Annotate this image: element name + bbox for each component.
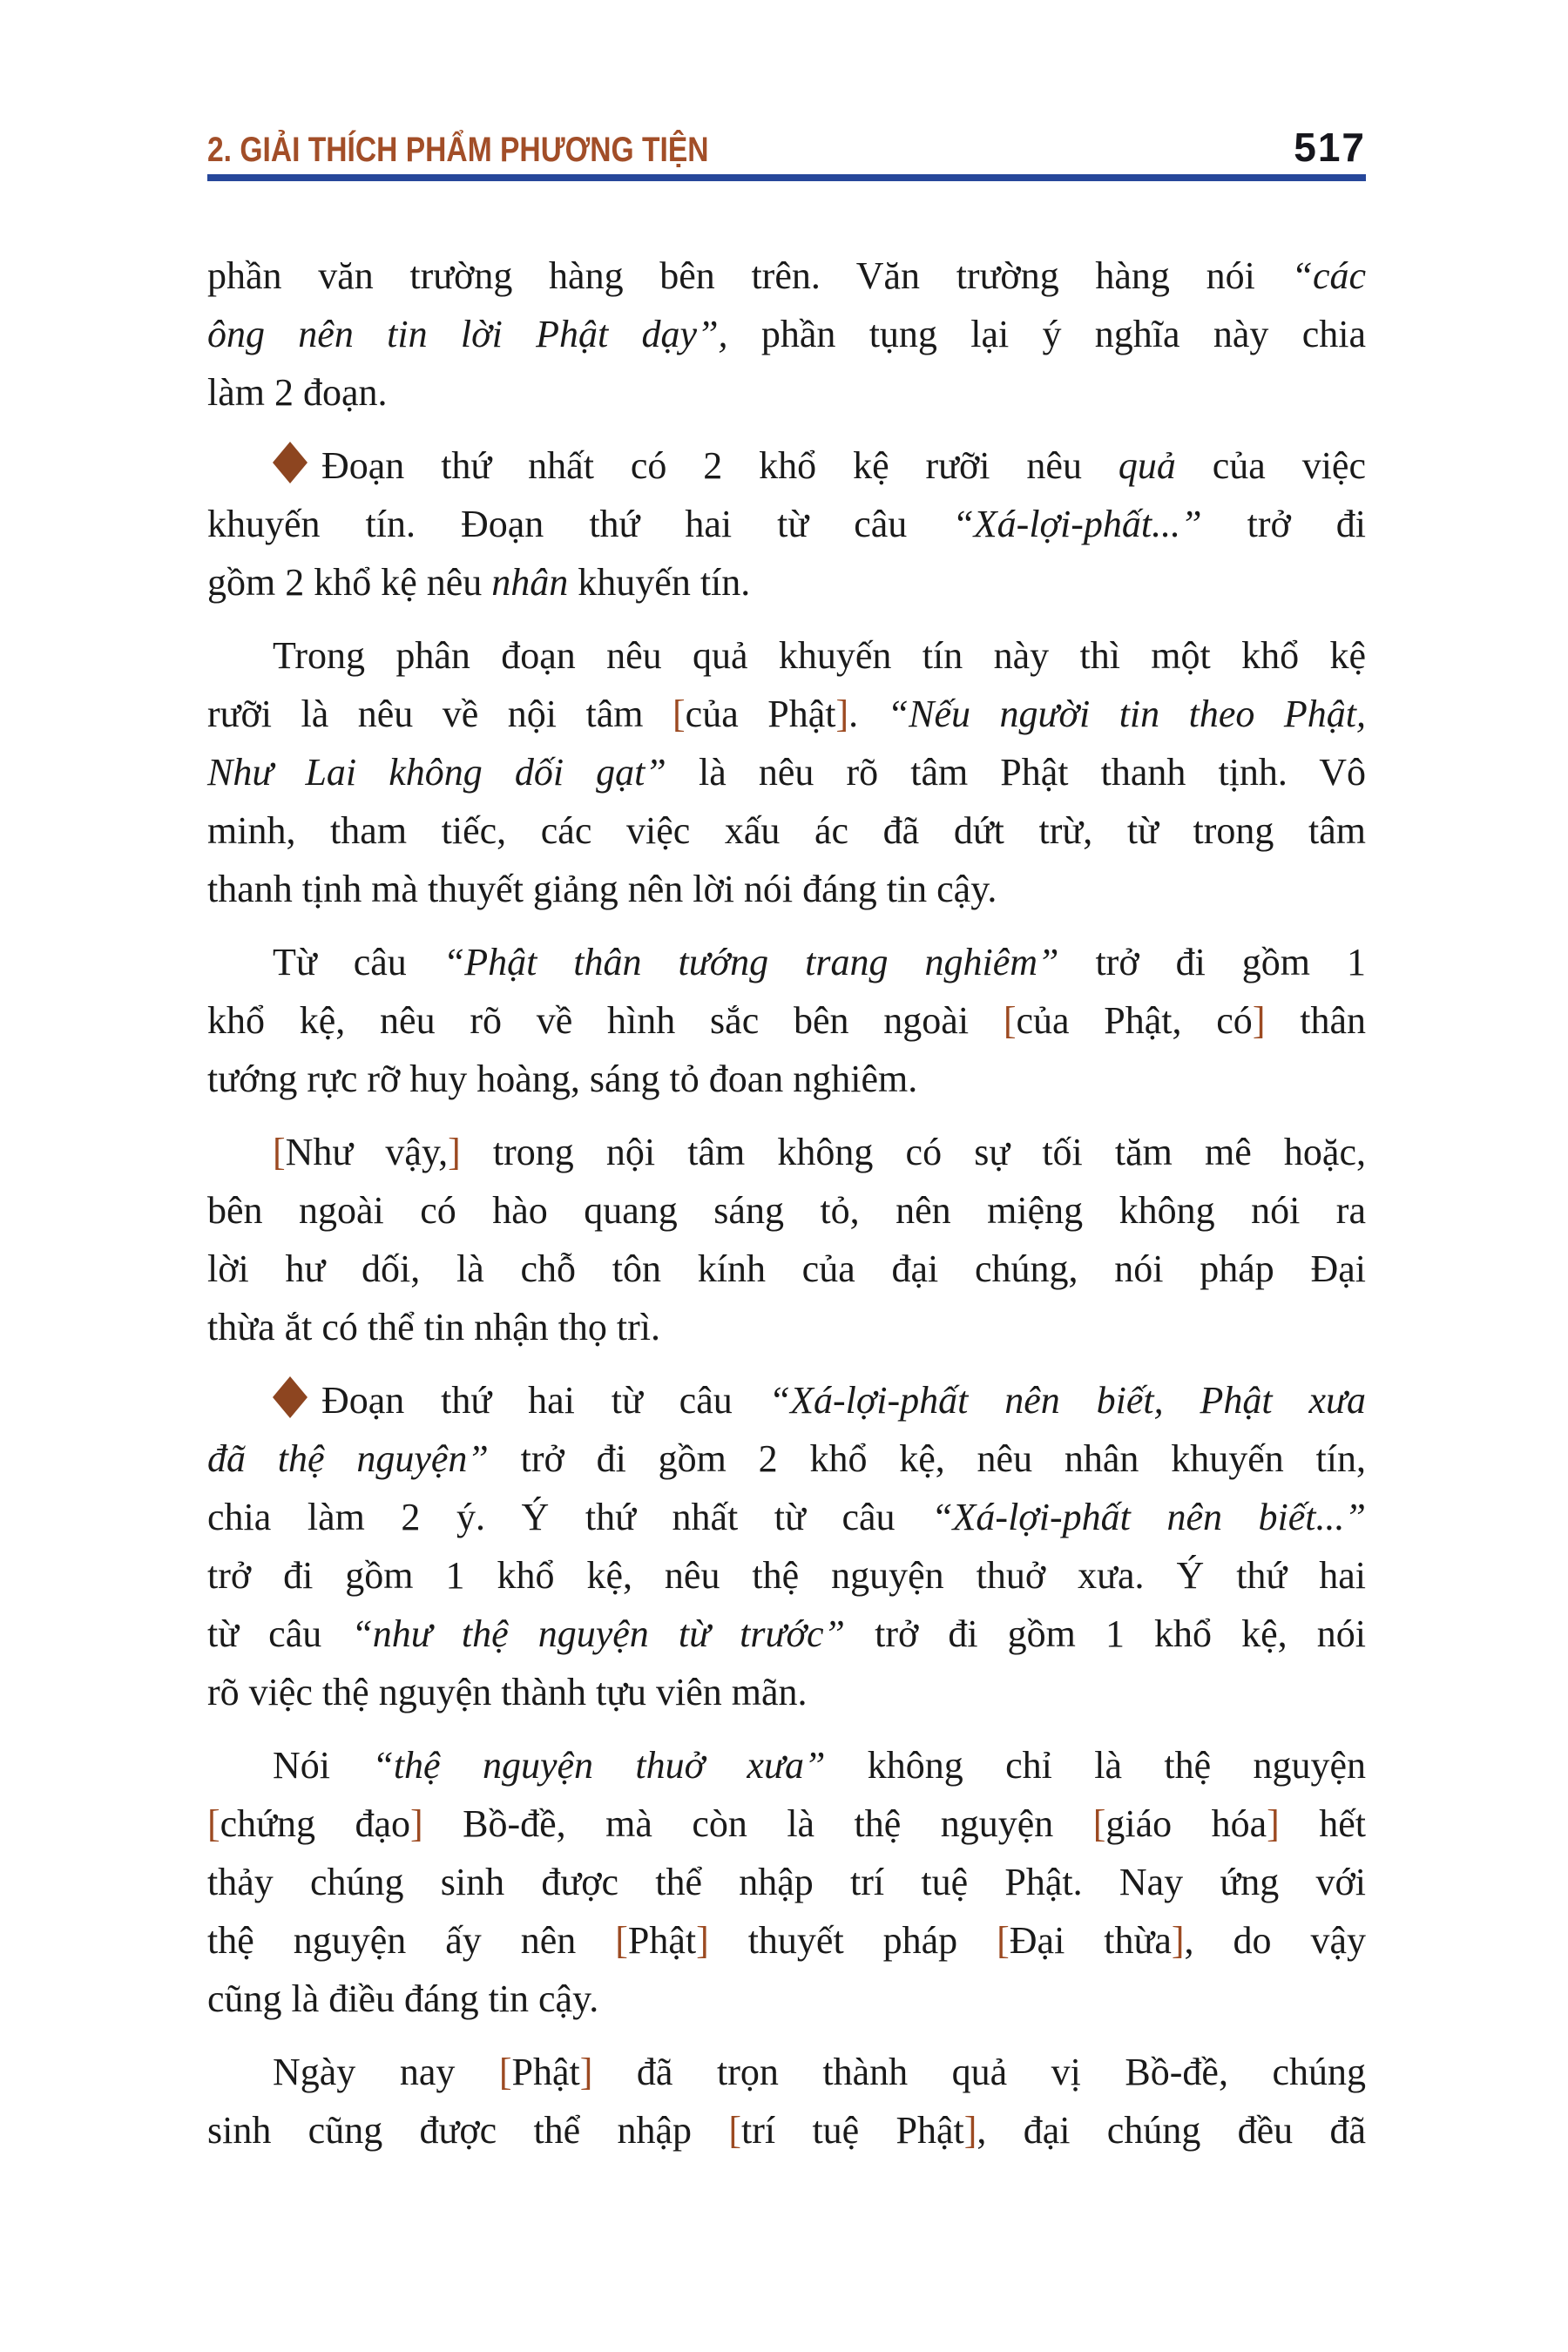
paragraph	[207, 1123, 1366, 1356]
body-text-run: thanh tịnh mà thuyết giảng nên lời nói đáng tin cậy.	[207, 868, 997, 910]
text-line	[207, 1429, 1366, 1488]
text-line	[207, 363, 1366, 422]
editorial-bracket: ]	[1252, 999, 1266, 1042]
body-text-run: khổ kệ, nêu rõ về hình sắc bên ngoài	[207, 999, 1004, 1042]
body-text-run: của Phật	[685, 693, 836, 735]
body-text-run: Như vậy,	[285, 1131, 449, 1173]
body-text-run: Ngày nay	[273, 2051, 499, 2093]
body-text-run: trở đi gồm 1	[1058, 941, 1366, 983]
text-line	[207, 1605, 1366, 1663]
body-text-run: phần tụng lại ý nghĩa này chia	[727, 313, 1366, 355]
body-text-run: Đoạn thứ nhất có 2 khổ kệ rưỡi nêu	[321, 444, 1119, 487]
body-text-run: .	[848, 693, 888, 735]
body-text-run: trở đi gồm 2 khổ kệ, nêu nhân khuyến tín,	[488, 1437, 1366, 1480]
body-text-run: giáo hóa	[1105, 1802, 1267, 1845]
editorial-bracket: [	[1003, 999, 1017, 1042]
body-text-run: trí tuệ Phật	[741, 2109, 964, 2152]
text-line	[207, 991, 1366, 1050]
page-number: 517	[1294, 125, 1366, 170]
paragraph	[207, 1736, 1366, 2028]
text-line	[207, 1794, 1366, 1853]
editorial-bracket: [	[615, 1919, 628, 1962]
body-text-run: , do vậy	[1184, 1919, 1366, 1962]
text-line	[207, 933, 1366, 991]
paragraph	[207, 2043, 1366, 2159]
body-text-run: gồm 2 khổ kệ nêu	[207, 561, 492, 604]
paragraph	[207, 626, 1366, 918]
body-text-run: , đại chúng đều đã	[977, 2109, 1366, 2152]
body-text-run: Từ câu	[273, 941, 443, 983]
body-text-run: thuyết pháp	[708, 1919, 997, 1962]
text-line	[207, 1050, 1366, 1108]
quoted-text: “Xá-lợi-phất nên biết...”	[931, 1496, 1366, 1538]
body-text-run: rưỡi là nêu về nội tâm	[207, 693, 673, 735]
body-text-run: của việc	[1175, 444, 1366, 487]
quoted-text: “Nếu người tin theo Phật,	[887, 693, 1367, 735]
editorial-bracket: ]	[1171, 1919, 1185, 1962]
text-line	[207, 495, 1366, 553]
running-title: 2. GIẢI THÍCH PHẨM PHƯƠNG TIỆN	[207, 131, 709, 169]
text-line	[207, 1240, 1366, 1298]
editorial-bracket: ]	[410, 1802, 423, 1845]
quoted-text: nhân	[491, 561, 569, 604]
body-text-run: Đại thừa	[1009, 1919, 1172, 1962]
text-line	[207, 1911, 1366, 1970]
editorial-bracket: ]	[835, 693, 849, 735]
paragraph	[207, 933, 1366, 1108]
body-text-run: lời hư dối, là chỗ tôn kính của đại chúng, nói pháp Đại	[207, 1247, 1366, 1290]
body-text-run: thân	[1265, 999, 1366, 1042]
page-header	[207, 127, 1366, 169]
body-text-run: khuyến tín. Đoạn thứ hai từ câu	[207, 503, 953, 545]
editorial-bracket: [	[498, 2051, 512, 2093]
quoted-text: quả	[1118, 444, 1176, 487]
body-text-run: minh, tham tiếc, các việc xấu ác đã dứt trừ, từ trong tâm	[207, 809, 1366, 852]
text-line	[207, 1123, 1366, 1181]
text-line	[207, 1546, 1366, 1605]
body-text-run: từ câu	[207, 1612, 352, 1655]
quoted-text: “Xá-lợi-phất...”	[952, 503, 1202, 545]
text-line	[207, 553, 1366, 612]
body-text-run: trở đi gồm 1 khổ kệ, nêu thệ nguyện thuở xưa. Ý thứ hai	[207, 1554, 1366, 1597]
quoted-text: “các	[1291, 254, 1366, 297]
text-line	[207, 743, 1366, 801]
quoted-text: “Xá-lợi-phất nên biết, Phật xưa	[768, 1379, 1366, 1422]
diamond-bullet-icon	[273, 442, 308, 483]
text-line	[207, 305, 1366, 363]
editorial-bracket: [	[273, 1131, 286, 1173]
text-line	[207, 626, 1366, 685]
body-text-run: thệ nguyện ấy nên	[207, 1919, 616, 1962]
quoted-text: “như thệ nguyện từ trước”	[351, 1612, 846, 1655]
quoted-text: “thệ nguyện thuở xưa”	[372, 1744, 826, 1787]
body-text-run: Trong phân đoạn nêu quả khuyến tín này thì một khổ kệ	[273, 634, 1366, 677]
body-text-run: chứng đạo	[220, 1802, 411, 1845]
body-text-run: không chỉ là thệ nguyện	[825, 1744, 1366, 1787]
quoted-text: đã thệ nguyện”	[207, 1437, 489, 1480]
body-text-run: chia làm 2 ý. Ý thứ nhất từ câu	[207, 1496, 932, 1538]
quoted-text: “Phật thân tướng trang nghiêm”	[443, 941, 1059, 983]
text-line	[207, 2043, 1366, 2101]
editorial-bracket: ]	[579, 2051, 593, 2093]
text-line	[207, 1853, 1366, 1911]
body-text-run: Bồ-đề, mà còn là thệ nguyện	[422, 1802, 1093, 1845]
diamond-bullet-icon	[273, 1376, 308, 1418]
body-text-run: làm 2 đoạn.	[207, 371, 388, 414]
editorial-bracket: ]	[448, 1131, 461, 1173]
text-line	[207, 1181, 1366, 1240]
text-line	[207, 1371, 1366, 1429]
text-line	[207, 860, 1366, 918]
body-text-run: phần văn trường hàng bên trên. Văn trường hàng nói	[207, 254, 1292, 297]
paragraph	[207, 247, 1366, 422]
quoted-text: ông nên tin lời Phật dạy”,	[207, 313, 728, 355]
header-rule	[207, 174, 1366, 181]
body-text-run: thảy chúng sinh được thể nhập trí tuệ Phật. Nay ứng với	[207, 1861, 1366, 1903]
editorial-bracket: [	[1092, 1802, 1106, 1845]
editorial-bracket: [	[728, 2109, 742, 2152]
text-line	[207, 1663, 1366, 1721]
editorial-bracket: ]	[963, 2109, 977, 2152]
editorial-bracket: [	[207, 1802, 220, 1845]
editorial-bracket: ]	[696, 1919, 709, 1962]
body-text-run: trở đi gồm 1 khổ kệ, nói	[845, 1612, 1366, 1655]
editorial-bracket: [	[997, 1919, 1010, 1962]
body-text-run: sinh cũng được thể nhập	[207, 2109, 729, 2152]
body-text-run: hết	[1279, 1802, 1367, 1845]
body-text-run: trở đi	[1201, 503, 1366, 545]
body-text-run: cũng là điều đáng tin cậy.	[207, 1977, 599, 2020]
body-text-run: Nói	[273, 1744, 373, 1787]
text-line	[207, 247, 1366, 305]
paragraph	[207, 436, 1366, 612]
quoted-text: Như Lai không dối gạt”	[207, 751, 666, 794]
editorial-bracket: [	[672, 693, 686, 735]
body-text-run: thừa ắt có thể tin nhận thọ trì.	[207, 1306, 660, 1348]
text-line	[207, 436, 1366, 495]
body-text-run: rõ việc thệ nguyện thành tựu viên mãn.	[207, 1671, 808, 1713]
text-line	[207, 2101, 1366, 2159]
text-line	[207, 1970, 1366, 2028]
page-body	[207, 247, 1366, 2174]
body-text-run: trong nội tâm không có sự tối tăm mê hoặc,	[460, 1131, 1366, 1173]
text-line	[207, 685, 1366, 743]
body-text-run: bên ngoài có hào quang sáng tỏ, nên miệng không nói ra	[207, 1189, 1366, 1232]
body-text-run: Đoạn thứ hai từ câu	[321, 1379, 769, 1422]
text-line	[207, 1488, 1366, 1546]
text-line	[207, 1736, 1366, 1794]
body-text-run: của Phật, có	[1016, 999, 1253, 1042]
paragraph	[207, 1371, 1366, 1721]
editorial-bracket: ]	[1267, 1802, 1280, 1845]
body-text-run: đã trọn thành quả vị Bồ-đề, chúng	[592, 2051, 1366, 2093]
body-text-run: là nêu rõ tâm Phật thanh tịnh. Vô	[666, 751, 1366, 794]
body-text-run: Phật	[627, 1919, 697, 1962]
body-text-run: khuyến tín.	[568, 561, 751, 604]
body-text-run: tướng rực rỡ huy hoàng, sáng tỏ đoan nghiêm.	[207, 1058, 918, 1100]
body-text-run: Phật	[511, 2051, 580, 2093]
text-line	[207, 801, 1366, 860]
text-line	[207, 1298, 1366, 1356]
